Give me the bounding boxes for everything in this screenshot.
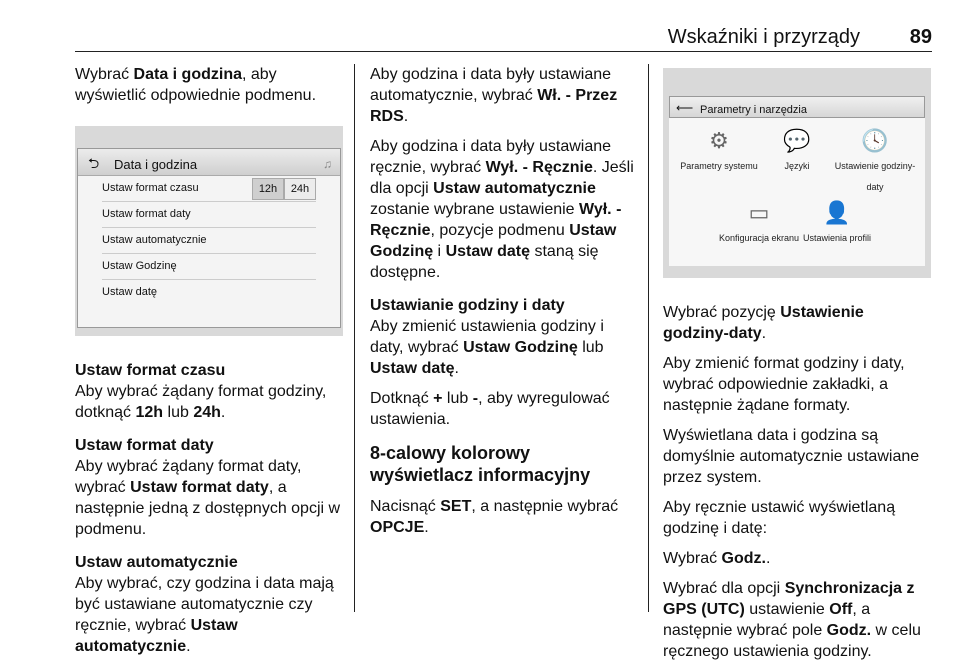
tile-profiles: 👤 Ustawienia profili xyxy=(795,198,879,249)
screen-title-bar xyxy=(669,96,925,118)
paragraph: Wybrać pozycję Ustawienie godziny-daty. xyxy=(663,304,864,342)
paragraph: Wyświetlana data i godzina są domyślnie automatycznie ustawiane przez system. xyxy=(663,427,920,486)
menu-row-date-format: Ustaw format daty xyxy=(102,202,316,228)
paragraph: Wybrać Data i godzina, aby wyświetlić odpowiednie podmenu. xyxy=(75,66,317,104)
paragraph: Nacisnąć SET, a następnie wybrać OPCJE. xyxy=(370,498,619,536)
column-divider xyxy=(354,64,355,612)
paragraph: Aby godzina i data były ustawiane ręcznie, wybrać Wył. - Ręcznie. Jeśli dla opcji Ustaw automatycznie zostanie wybrane ustawienie Wył. - Ręcznie, pozycje podmenu Ustaw Godzinę i Ustaw datę staną się dostępne. xyxy=(370,138,634,281)
screen-title: Parametry i narzędzia xyxy=(700,104,807,116)
option-24h: 24h xyxy=(284,178,316,200)
menu-row-set-date: Ustaw datę xyxy=(102,286,158,298)
time-format-toggle xyxy=(252,178,316,200)
tile-display: ▭ Konfiguracja ekranu xyxy=(718,200,800,243)
column-3 xyxy=(663,64,931,671)
paragraph: Aby zmienić format godziny i daty, wybrać odpowiednie zakładki, a następnie żądane formaty. xyxy=(663,355,905,414)
menu-row-time-format: Ustaw format czasu 12h 24h xyxy=(102,176,316,202)
subheading: Ustaw format daty xyxy=(75,437,214,454)
gears-icon: ⚙ xyxy=(709,128,729,153)
subheading: Ustaw automatycznie xyxy=(75,554,238,571)
tile-languages: 💬 Języki xyxy=(755,126,839,177)
paragraph: Wybrać dla opcji Synchronizacja z GPS (UTC) ustawienie Off, a następnie wybrać pole Godz. w celu ręcznego ustawienia godziny. xyxy=(663,580,921,660)
paragraph: Aby wybrać, czy godzina i data mają być ustawiane automatycznie czy ręcznie, wybrać Ustaw automatycznie. xyxy=(75,575,334,655)
profile-icon: 👤 xyxy=(823,200,851,225)
date-time-screenshot xyxy=(75,126,343,336)
subheading: Ustawianie godziny i daty xyxy=(370,297,565,314)
clock-icon: 🕓 xyxy=(861,128,889,153)
settings-screenshot xyxy=(663,68,931,278)
paragraph: Aby zmienić ustawienia godziny i daty, wybrać Ustaw Godzinę lub Ustaw datę. xyxy=(370,318,604,377)
column-2 xyxy=(370,64,638,547)
header-rule xyxy=(75,51,932,52)
subheading: Ustaw format czasu xyxy=(75,362,226,379)
music-note-icon: ♫ xyxy=(323,157,332,171)
menu-row-set-time: Ustaw Godzinę xyxy=(102,254,316,280)
tile-system: ⚙ Parametry systemu xyxy=(677,126,761,177)
tile-time-date: 🕓 Ustawienie godziny-daty xyxy=(834,128,916,192)
monitor-icon: ▭ xyxy=(748,200,770,225)
back-arrow-icon: ⟵ xyxy=(676,101,694,115)
section-heading: 8-calowy kolorowy wyświetlacz informacyjny xyxy=(370,443,591,485)
menu-row-auto: Ustaw automatycznie xyxy=(102,228,316,254)
screen xyxy=(77,148,341,328)
speech-bubble-icon: 💬 xyxy=(783,128,811,153)
section-title: Wskaźniki i przyrządy xyxy=(667,26,860,48)
paragraph: Dotknąć + lub -, aby wyregulować ustawienia. xyxy=(370,390,610,428)
column-divider xyxy=(648,64,649,612)
column-1 xyxy=(75,64,343,666)
back-arrow-icon: ⮌ xyxy=(88,155,100,171)
paragraph: Aby wybrać żądany format daty, wybrać Ustaw format daty, a następnie jedną z dostępnych opcji w podmenu. xyxy=(75,458,341,538)
paragraph: Aby ręcznie ustawić wyświetlaną godzinę i datę: xyxy=(663,499,896,537)
screen-title-bar xyxy=(78,149,340,176)
paragraph: Aby godzina i data były ustawiane automatycznie, wybrać Wł. - Przez RDS. xyxy=(370,66,618,125)
screen-panel xyxy=(669,118,925,266)
option-12h: 12h xyxy=(252,178,284,200)
page-header xyxy=(75,24,932,50)
paragraph: Wybrać Godz.. xyxy=(663,550,771,567)
screen-title: Data i godzina xyxy=(114,157,198,172)
paragraph: Aby wybrać żądany format godziny, dotknąć 12h lub 24h. xyxy=(75,383,327,421)
page-number: 89 xyxy=(909,26,932,48)
